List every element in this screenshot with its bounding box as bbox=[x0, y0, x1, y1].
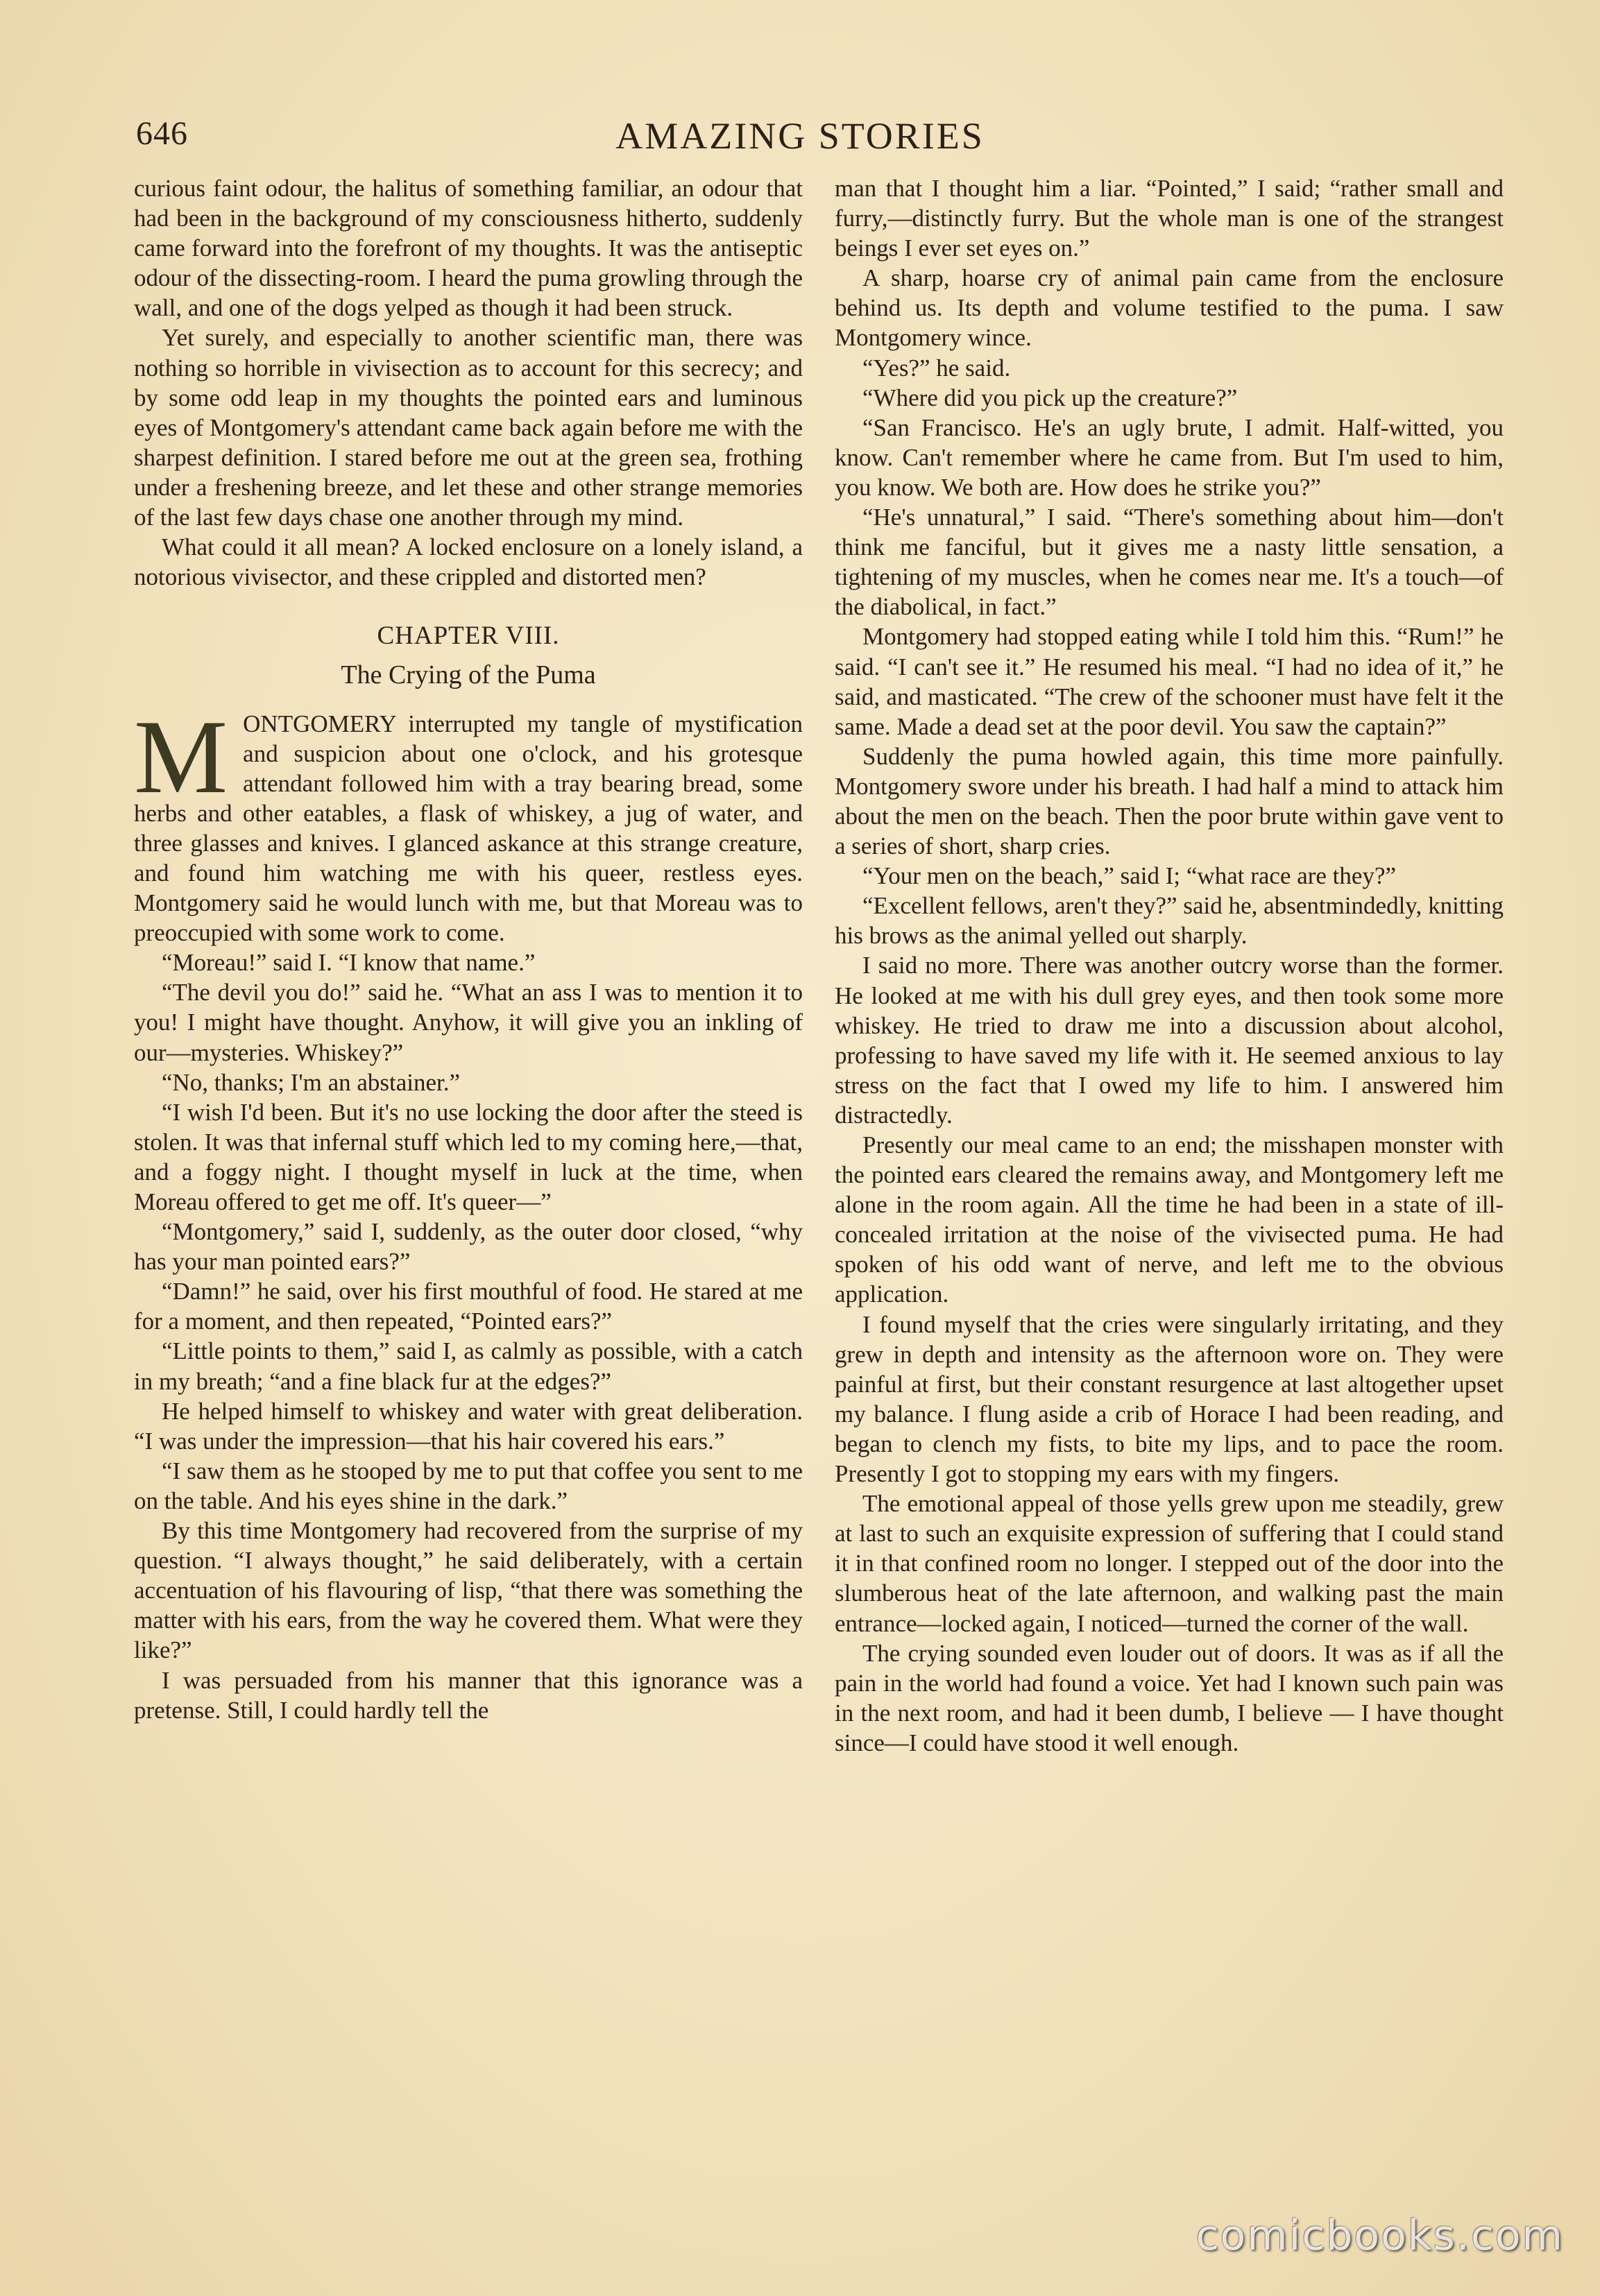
paragraph: What could it all mean? A locked enclosure on a lonely island, a notorious vivisector, and these crippled and distorted men? bbox=[134, 533, 803, 591]
paragraph: “San Francisco. He's an ugly brute, I admit. Half-witted, you know. Can't remember where he came from. But I'm used to him, you know. We both are. How does he strike you?” bbox=[835, 413, 1504, 501]
paragraph: “Montgomery,” said I, suddenly, as the outer door closed, “why has your man pointed ears?” bbox=[134, 1218, 803, 1276]
drop-cap: M bbox=[134, 698, 228, 815]
paragraph: man that I thought him a liar. “Pointed,” I said; “rather small and furry,—distinctly furry. But the whole man is one of the strangest beings I ever set eyes on.” bbox=[835, 175, 1504, 262]
paragraph: I said no more. There was another outcry worse than the former. He looked at me with his dull grey eyes, and then took some more whiskey. He tried to draw me into a discussion about alcohol, professing to have saved my life with it. He seemed anxious to lay stress on the fact that I owed my life to him. I answered him distractedly. bbox=[835, 952, 1504, 1129]
paragraph: I was persuaded from his manner that this ignorance was a pretense. Still, I could hardly tell the bbox=[134, 1666, 803, 1724]
paragraph: The crying sounded even louder out of doors. It was as if all the pain in the world had found a voice. Yet had I known such pain was in the next room, and had it been dumb, I believe — I have thought since—I could have stood it well enough. bbox=[835, 1639, 1504, 1756]
paragraph: “Your men on the beach,” said I; “what race are they?” bbox=[862, 862, 1397, 890]
paragraph: “Little points to them,” said I, as calmly as possible, with a catch in my breath; “and a fine black fur at the edges?” bbox=[134, 1337, 803, 1395]
paragraph: “Where did you pick up the creature?” bbox=[862, 384, 1238, 411]
paragraph: “He's unnatural,” I said. “There's something about him—don't think me fanciful, but it gives me a nasty little sensation, a tightening of my muscles, when he comes near me. It's a touch—of the diabolical, in fact.” bbox=[835, 504, 1504, 621]
paragraph: He helped himself to whiskey and water with great deliberation. “I was under the impression—that his hair covered his ears.” bbox=[134, 1397, 803, 1455]
left-column bbox=[134, 173, 803, 1725]
paragraph: Montgomery had stopped eating while I told him this. “Rum!” he said. “I can't see it.” He resumed his meal. “I had no idea of it,” he said, and masticated. “The crew of the schooner must have felt it the same. Made a dead set at the poor devil. You saw the captain?” bbox=[835, 623, 1504, 740]
chapter-heading: CHAPTER VIII. bbox=[377, 622, 560, 651]
paragraph: “The devil you do!” said he. “What an ass I was to mention it to you! I might have thought. Anyhow, it will give you an inkling of our—mysteries. Whiskey?” bbox=[134, 979, 803, 1066]
paragraph: By this time Montgomery had recovered from the surprise of my question. “I always thought,” he said deliberately, with a certain accentuation of his flavouring of lisp, “that there was something the matter with his ears, from the way he covered them. What were they like?” bbox=[134, 1517, 803, 1664]
paragraph: “Yes?” he said. bbox=[862, 354, 1011, 382]
paragraph: “Excellent fellows, aren't they?” said he, absentmindedly, knitting his brows as the animal yelled out sharply. bbox=[835, 892, 1504, 950]
running-title: AMAZING STORIES bbox=[615, 115, 985, 157]
chapter-opening-paragraph bbox=[134, 698, 803, 948]
paragraph: The emotional appeal of those yells grew upon me steadily, grew at last to such an exquisite expression of suffering that I could stand it in that confined room no longer. I stepped out of the door into the slumberous heat of the late afternoon, and walking past the main entrance—locked again, I noticed—turned the corner of the wall. bbox=[835, 1490, 1504, 1637]
right-column bbox=[835, 173, 1504, 1758]
paragraph: “I saw them as he stooped by me to put that coffee you sent to me on the table. And his eyes shine in the dark.” bbox=[134, 1457, 803, 1514]
chapter-title: The Crying of the Puma bbox=[341, 660, 596, 690]
paragraph: “I wish I'd been. But it's no use locking the door after the steed is stolen. It was that infernal stuff which led to my coming here,—that, and a foggy night. I thought myself in luck at the time, when Moreau offered to get me off. It's queer—” bbox=[134, 1098, 803, 1215]
chapter-opening-text: ONTGOMERY interrupted my tangle of mystification and suspicion about one o'clock, and his grotesque attendant followed him with a tray bearing bread, some herbs and other eatables, a flask of whiskey, a jug of water, and three glasses and knives. I glanced askance at this strange creature, and found him watching me with his queer, restless eyes. Montgomery said he would lunch with me, but that Moreau was to preoccupied with some work to come. bbox=[134, 710, 803, 947]
page-number: 646 bbox=[136, 115, 188, 152]
watermark: comicbooks.com bbox=[1195, 2211, 1564, 2260]
paragraph: Presently our meal came to an end; the misshapen monster with the pointed ears cleared the remains away, and Montgomery left me alone in the room again. All the time he had been in a state of ill-concealed irritation at the noise of the vivisected puma. He had spoken of his odd want of nerve, and left me to the obvious application. bbox=[835, 1131, 1504, 1308]
paragraph: A sharp, hoarse cry of animal pain came from the enclosure behind us. Its depth and volume testified to the puma. I saw Montgomery wince. bbox=[835, 264, 1504, 352]
page-header bbox=[0, 114, 1600, 163]
paragraph: “No, thanks; I'm an abstainer.” bbox=[162, 1068, 461, 1096]
paragraph: I found myself that the cries were singularly irritating, and they grew in depth and intensity as the afternoon wore on. They were painful at first, but their constant resurgence at last altogether upset my balance. I flung aside a crib of Horace I had been reading, and began to clench my fists, to bite my lips, and to pace the room. Presently I got to stopping my ears with my fingers. bbox=[835, 1310, 1504, 1488]
paragraph: curious faint odour, the halitus of something familiar, an odour that had been in the background of my consciousness hitherto, suddenly came forward into the forefront of my thoughts. It was the antiseptic odour of the dissecting-room. I heard the puma growling through the wall, and one of the dogs yelped as though it had been struck. bbox=[134, 175, 803, 322]
paragraph: “Moreau!” said I. “I know that name.” bbox=[162, 949, 536, 977]
paragraph: Yet surely, and especially to another scientific man, there was nothing so horrible in vivisection as to account for this secrecy; and by some odd leap in my thoughts the pointed ears and luminous eyes of Montgomery's attendant came back again before me with the sharpest definition. I stared before me out at the green sea, frothing under a freshening breeze, and let these and other strange memories of the last few days chase one another through my mind. bbox=[134, 324, 803, 531]
paragraph: Suddenly the puma howled again, this time more painfully. Montgomery swore under his breath. I had half a mind to attack him about the men on the beach. Then the poor brute within gave vent to a series of short, sharp cries. bbox=[835, 742, 1504, 860]
paragraph: “Damn!” he said, over his first mouthful of food. He stared at me for a moment, and then repeated, “Pointed ears?” bbox=[134, 1278, 803, 1335]
